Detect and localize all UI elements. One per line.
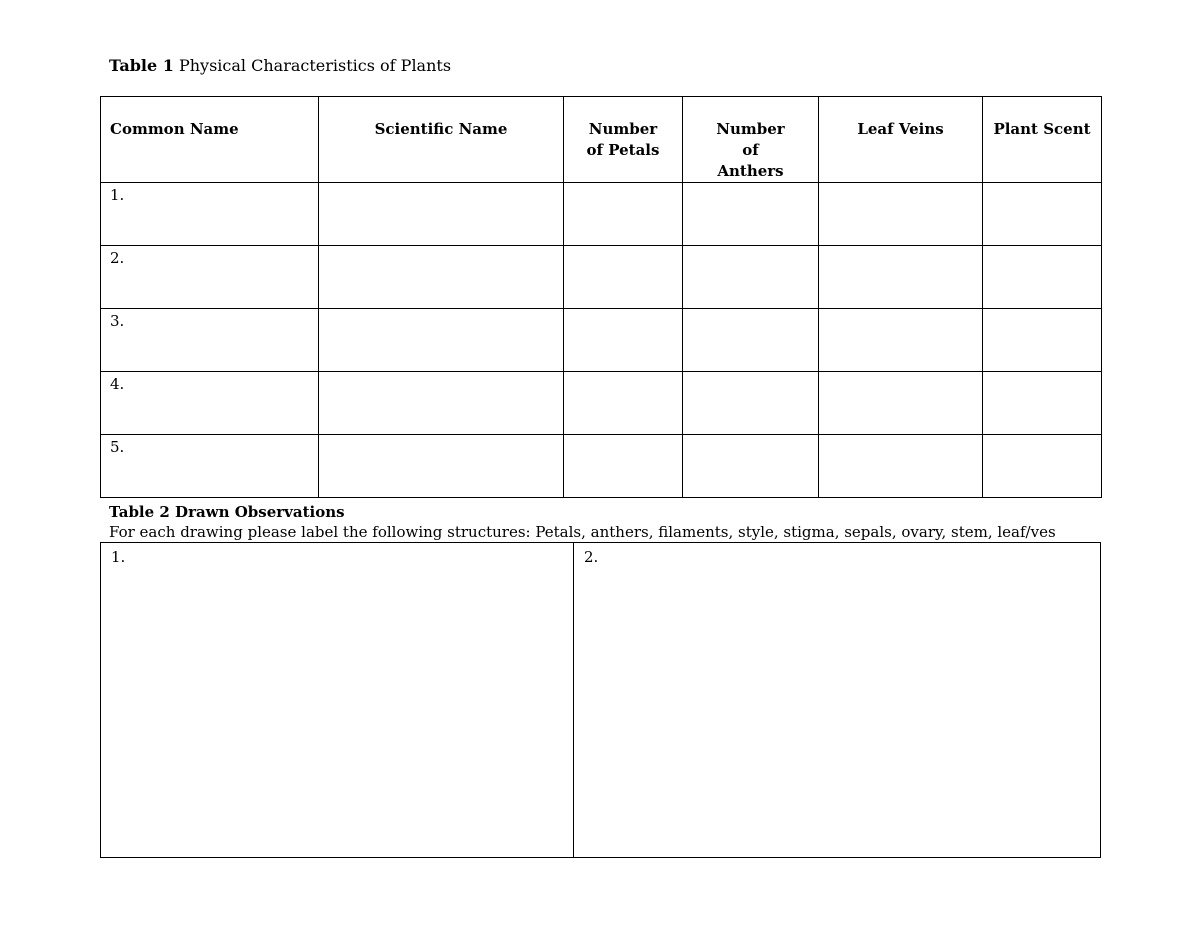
header-leaf-veins: Leaf Veins [819, 97, 983, 183]
table1-caption-label: Table 1 [109, 56, 174, 75]
drawing-cell-2[interactable] [574, 543, 1101, 858]
anthers-cell[interactable] [683, 309, 819, 372]
plant-scent-cell[interactable] [983, 435, 1102, 498]
header-common-name: Common Name [101, 97, 319, 183]
row-number-cell[interactable]: 4. [101, 372, 319, 435]
table-row [101, 435, 1102, 498]
anthers-cell[interactable] [683, 435, 819, 498]
header-number-of-anthers: Number of Anthers [683, 97, 819, 183]
table-header-row [101, 97, 1102, 183]
row-number-cell[interactable]: 1. [101, 183, 319, 246]
header-scientific-name: Scientific Name [319, 97, 564, 183]
anthers-cell[interactable] [683, 246, 819, 309]
anthers-cell[interactable] [683, 183, 819, 246]
drawing-cell-number: 1. [111, 548, 126, 566]
leaf-veins-cell[interactable] [819, 435, 983, 498]
row-number-cell[interactable]: 3. [101, 309, 319, 372]
drawing-cell-1[interactable] [101, 543, 574, 858]
table2-caption [109, 502, 1056, 542]
petals-cell[interactable] [564, 183, 683, 246]
drawn-observations-table [100, 542, 1101, 858]
plant-scent-cell[interactable] [983, 183, 1102, 246]
table-row [101, 183, 1102, 246]
scientific-name-cell[interactable] [319, 435, 564, 498]
header-plant-scent: Plant Scent [983, 97, 1102, 183]
petals-cell[interactable] [564, 309, 683, 372]
table-row [101, 309, 1102, 372]
header-number-of-petals: Number of Petals [564, 97, 683, 183]
scientific-name-cell[interactable] [319, 246, 564, 309]
leaf-veins-cell[interactable] [819, 246, 983, 309]
drawing-cell-number: 2. [584, 548, 599, 566]
scientific-name-cell[interactable] [319, 372, 564, 435]
scientific-name-cell[interactable] [319, 309, 564, 372]
petals-cell[interactable] [564, 246, 683, 309]
leaf-veins-cell[interactable] [819, 372, 983, 435]
table-row [101, 372, 1102, 435]
table1-caption-title: Physical Characteristics of Plants [173, 56, 452, 75]
leaf-veins-cell[interactable] [819, 309, 983, 372]
petals-cell[interactable] [564, 372, 683, 435]
table1-caption [109, 56, 451, 76]
plant-scent-cell[interactable] [983, 309, 1102, 372]
petals-cell[interactable] [564, 435, 683, 498]
anthers-cell[interactable] [683, 372, 819, 435]
row-number-cell[interactable]: 2. [101, 246, 319, 309]
row-number-cell[interactable]: 5. [101, 435, 319, 498]
plant-scent-cell[interactable] [983, 246, 1102, 309]
leaf-veins-cell[interactable] [819, 183, 983, 246]
physical-characteristics-table [100, 96, 1102, 498]
plant-scent-cell[interactable] [983, 372, 1102, 435]
table2-caption-title: Table 2 Drawn Observations [109, 503, 345, 521]
drawing-row [101, 543, 1101, 858]
table2-instructions: For each drawing please label the following structures: Petals, anthers, filaments, style, stigma, sepals, ovary, stem, leaf/ves [109, 523, 1056, 541]
scientific-name-cell[interactable] [319, 183, 564, 246]
table-row [101, 246, 1102, 309]
